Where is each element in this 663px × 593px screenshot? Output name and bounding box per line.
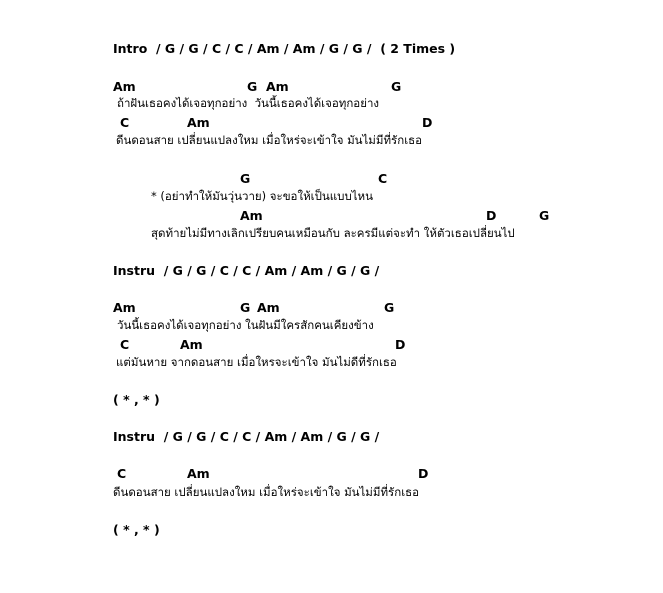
chord: Am	[113, 300, 136, 315]
lyric-line: ดีนดอนสาย เปลี่ยนแปลงใหม เมื่อใหร่จะเข้าใจ มันไม่มีที่รักเธอ	[113, 485, 420, 499]
lyric-line: แต่มันหาย จากดอนสาย เมื่อใหรจะเข้าใจ มันไม่ดีที่รักเธอ	[116, 355, 397, 369]
chord: Am	[180, 337, 203, 352]
repeat-marker: ( * , * )	[113, 392, 160, 407]
chord: C	[120, 337, 130, 352]
chord: G	[384, 300, 395, 315]
chord: Am	[187, 466, 210, 481]
chord: G	[391, 79, 402, 94]
lyric-line: ถ้าฝันเธอคงได้เจอทุกอย่าง วันนี้เธอคงได้เจอทุกอย่าง	[117, 96, 380, 110]
repeat-marker: ( * , * )	[113, 522, 160, 537]
lyric-line: * (อย่าทำให้มันวุ่นวาย) จะขอให้เป็นแบบไหน	[151, 189, 373, 203]
instru-line: Instru / G / G / C / C / Am / Am / G / G /	[113, 263, 380, 278]
intro-line: Intro / G / G / C / C / Am / Am / G / G / ( 2 Times )	[113, 41, 456, 56]
lyric-line: ดีนดอนสาย เปลี่ยนแปลงใหม เมื่อใหร่จะเข้าใจ มันไม่มีที่รักเธอ	[116, 133, 423, 147]
chord: Am	[187, 115, 210, 130]
chord: Am	[266, 79, 289, 94]
chord: C	[120, 115, 130, 130]
chord: D	[486, 208, 497, 223]
chord: Am	[113, 79, 136, 94]
chord: D	[395, 337, 406, 352]
lyric-line: วันนี้เธอคงได้เจอทุกอย่าง ในฝันมีใครสักคนเคียงข้าง	[117, 318, 374, 332]
chord: C	[117, 466, 127, 481]
chord: D	[418, 466, 429, 481]
chord: Am	[257, 300, 280, 315]
chord: G	[240, 171, 251, 186]
chord: G	[240, 300, 251, 315]
chord: Am	[240, 208, 263, 223]
chord: C	[378, 171, 388, 186]
chord: G	[539, 208, 550, 223]
chord: G	[247, 79, 258, 94]
instru-line: Instru / G / G / C / C / Am / Am / G / G /	[113, 429, 380, 444]
lyric-line: สุดท้ายไม่มีทางเลิกเปรียบคนเหมือนกับ ละครมีแต่จะทำ ให้ตัวเธอเปลี่ยนไป	[151, 226, 515, 240]
chord: D	[422, 115, 433, 130]
